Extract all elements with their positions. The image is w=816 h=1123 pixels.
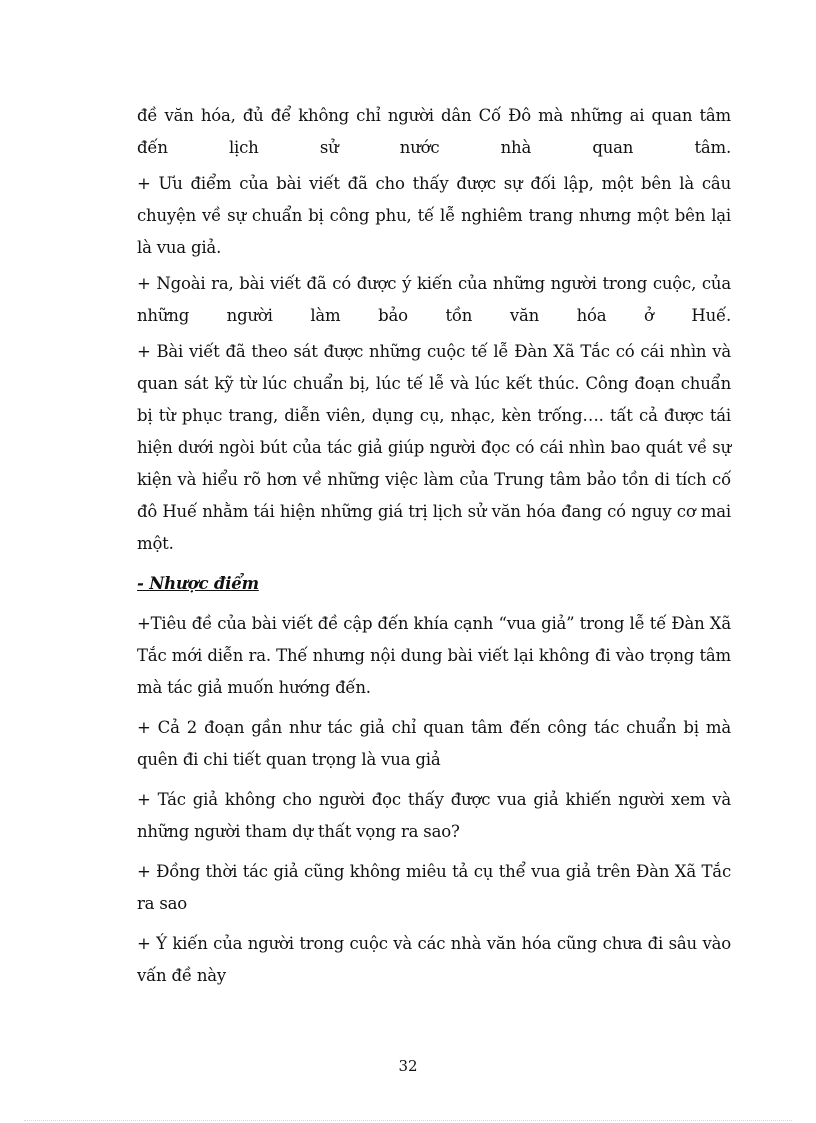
page-number: 32	[398, 1057, 418, 1075]
paragraph-strength-opinions: + Ngoài ra, bài viết đã có được ý kiến của những người trong cuộc, của những người làm bảo tồn văn hóa ở Huế.	[137, 274, 731, 325]
paragraph-intro: đề văn hóa, đủ để không chỉ người dân Cố Đô mà những ai quan tâm đến lịch sử nước nhà quan tâm.	[137, 106, 731, 157]
paragraph-strength-coverage: + Bài viết đã theo sát được những cuộc tế lễ Đàn Xã Tắc có cái nhìn và quan sát kỹ từ lúc chuẩn bị, lúc tế lễ và lúc kết thúc. Công đoạn chuẩn bị từ phục trang, diễn viên, dụng cụ, nhạc, kèn trống…. tất cả được tái hiện dưới ngòi bút của tác giả giúp người đọc có cái nhìn bao quát về sự kiện và hiểu rõ hơn về những việc làm của Trung tâm bảo tồn di tích cố đô Huế nhằm tái hiện những giá trị lịch sử văn hóa đang có nguy cơ mai một.	[137, 342, 731, 553]
paragraph-weakness-title: +Tiêu đề của bài viết đề cập đến khía cạnh “vua giả” trong lễ tế Đàn Xã Tắc mới diễn ra. Thế nhưng nội dung bài viết lại không đi vào trọng tâm mà tác giả muốn hướng đến.	[137, 614, 731, 697]
page-bottom-divider	[24, 1120, 792, 1121]
paragraph-weakness-disappointment: + Tác giả không cho người đọc thấy được vua giả khiến người xem và những người tham dự thất vọng ra sao?	[137, 790, 731, 841]
paragraph-weakness-description: + Đồng thời tác giả cũng không miêu tả cụ thể vua giả trên Đàn Xã Tắc ra sao	[137, 862, 731, 913]
paragraph-weakness-preparation: + Cả 2 đoạn gần như tác giả chỉ quan tâm đến công tác chuẩn bị mà quên đi chi tiết quan trọng là vua giả	[137, 718, 731, 769]
paragraph-strength-contrast: + Ưu điểm của bài viết đã cho thấy được sự đối lập, một bên là câu chuyện về sự chuẩn bị công phu, tế lễ nghiêm trang nhưng một bên lại là vua giả.	[137, 174, 731, 257]
document-body	[137, 100, 731, 992]
section-heading-weaknesses: - Nhược điểm	[137, 574, 259, 593]
paragraph-weakness-depth: + Ý kiến của người trong cuộc và các nhà văn hóa cũng chưa đi sâu vào vấn đề này	[137, 934, 731, 985]
